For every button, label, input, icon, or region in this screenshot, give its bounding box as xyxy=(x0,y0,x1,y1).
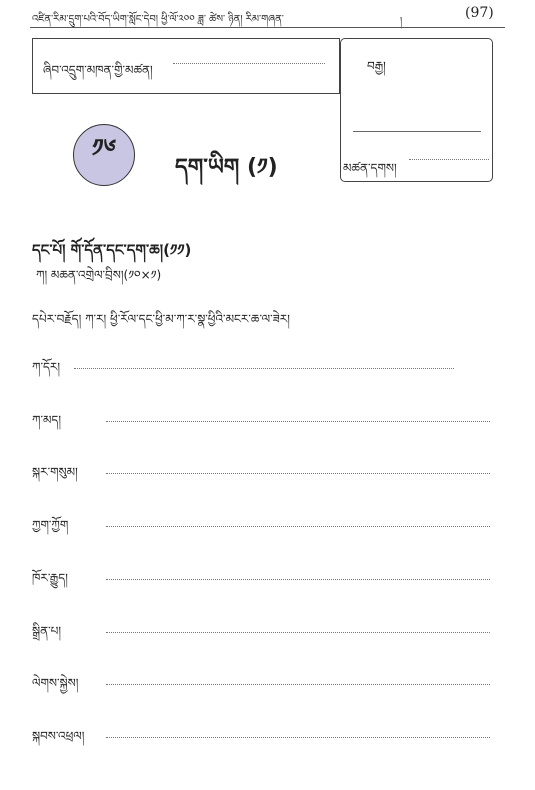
score-field[interactable] xyxy=(409,143,489,160)
answer-row xyxy=(32,616,492,638)
answer-row-label: ཀ་མད། xyxy=(32,413,62,427)
student-name-label: ཞིབ་འདྲུག་མཁན་གྱི་མཚན། xyxy=(43,63,153,77)
answer-row xyxy=(32,352,492,374)
header-text: འཛིན་རིམ་དྲུག་པའི་བོད་ཡིག་སློང་དེབ། ཕྱི་ལོ་༢༠༠ ཟླ་ ཚེས་ ཉིན། རིམ་གཞན་ xyxy=(32,14,284,25)
answer-field[interactable] xyxy=(106,563,490,580)
answer-field[interactable] xyxy=(106,510,490,527)
answer-field[interactable] xyxy=(106,405,490,422)
answer-row-label: ཁོར་རྒྱུད། xyxy=(32,571,68,585)
page-number: (97) xyxy=(465,5,494,21)
signature-label: བརྒྱ། xyxy=(367,59,386,73)
score-label: མཚན་དགས། xyxy=(343,161,397,175)
student-info-box xyxy=(32,38,340,94)
answer-row xyxy=(32,405,492,427)
answer-field[interactable] xyxy=(106,457,490,474)
score-box xyxy=(340,38,493,182)
answer-row-label: ཀ་དོར། xyxy=(32,360,61,374)
sub-question: ཀ། མཆན་འགྲེལ་བྲིས།(༡༠×༡) xyxy=(36,268,162,282)
answer-row-label: ཀྱག་ཀྱོག xyxy=(32,518,69,532)
answer-row xyxy=(32,668,492,690)
signature-line[interactable] xyxy=(353,131,481,132)
answer-row xyxy=(32,721,492,743)
answer-row-label: སྐབས་འཕྲལ། xyxy=(32,729,85,743)
lesson-title: དག་ཡིག (༡) xyxy=(175,155,278,180)
answer-field[interactable] xyxy=(106,668,490,685)
instruction-example: དཔེར་བརྗོད། ཀ་ར། ཕྱི་རོལ་དང་ཕྱི་མ་ཀ་ར་སྣ་ཕྱིའི་མངར་ཆ་ལ་ཟེར། xyxy=(32,312,290,326)
section-title: དང་པོ། གོ་དོན་དང་དག་ཆ།(༡༡) xyxy=(32,241,192,259)
answer-row-label: ལེགས་སྐྱེས། xyxy=(32,676,79,690)
answer-row xyxy=(32,563,492,585)
answer-field[interactable] xyxy=(74,352,454,369)
lesson-number: ༡༦ xyxy=(92,133,116,162)
answer-row-label: སྐར་གསུམ། xyxy=(32,465,78,479)
lesson-number-badge xyxy=(73,124,135,186)
student-name-field[interactable] xyxy=(173,47,325,64)
header-mark: ། xyxy=(400,16,403,27)
answer-row xyxy=(32,510,492,532)
answer-field[interactable] xyxy=(106,721,490,738)
answer-row xyxy=(32,457,492,479)
answer-row-label: སྒྲིན་པ། xyxy=(32,624,61,638)
header-divider xyxy=(30,27,505,28)
answer-field[interactable] xyxy=(106,616,490,633)
